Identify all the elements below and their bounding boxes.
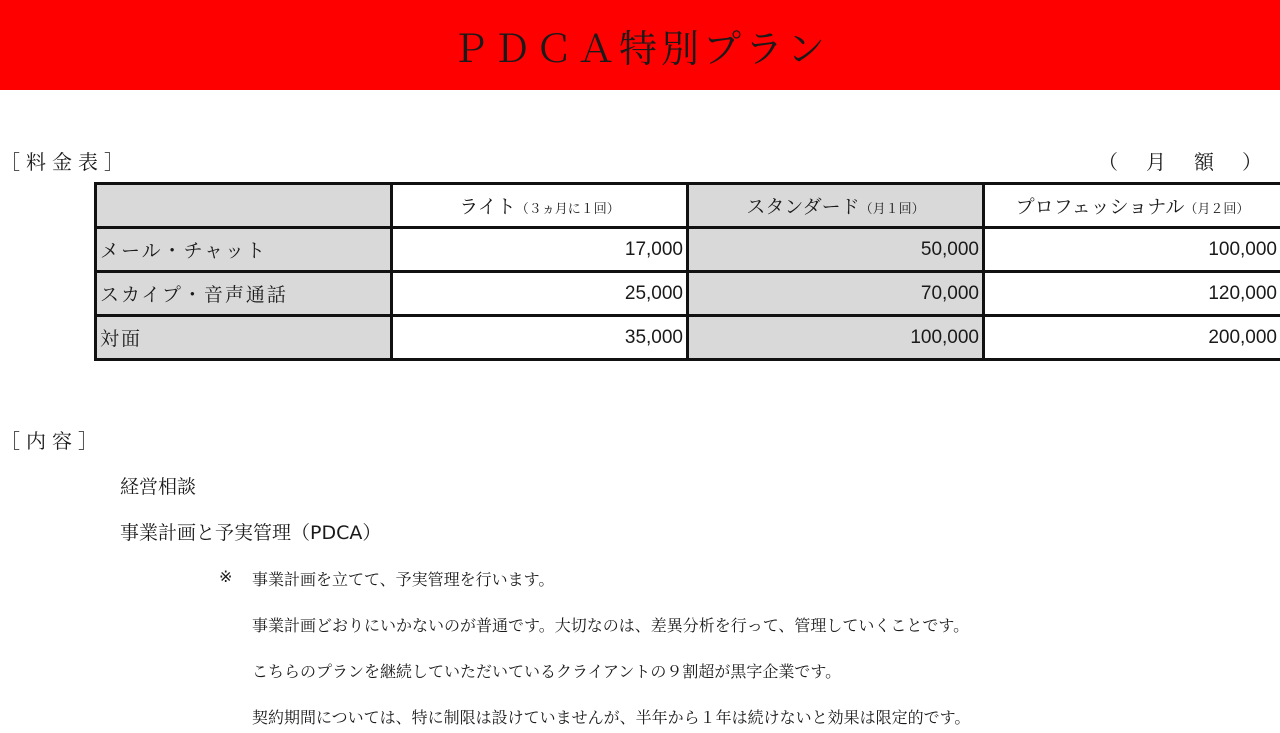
- price-cell: 100,000: [688, 316, 984, 360]
- header-cell-professional: [984, 184, 1280, 228]
- price-cell: 70,000: [688, 272, 984, 316]
- table-row: [96, 228, 1280, 272]
- note-line: 契約期間については、特に制限は設けていませんが、半年から１年は続けないと効果は限定的です。: [252, 708, 971, 727]
- table-row: [96, 316, 1280, 360]
- price-cell: 25,000: [392, 272, 688, 316]
- table-row: [96, 272, 1280, 316]
- price-cell: 120,000: [984, 272, 1280, 316]
- fee-table: [94, 182, 1280, 361]
- plan-frequency-professional: （月２回）: [1184, 202, 1250, 217]
- plan-name-light: ライト: [459, 196, 516, 218]
- fee-table-heading: ［料金表］: [0, 150, 130, 174]
- header-cell-light: [392, 184, 688, 228]
- note-line: 事業計画どおりにいかないのが普通です。大切なのは、差異分析を行って、管理していくことです。: [252, 616, 970, 635]
- header-cell-standard: [688, 184, 984, 228]
- price-cell: 100,000: [984, 228, 1280, 272]
- price-cell: 17,000: [392, 228, 688, 272]
- note-line: こちらのプランを継続していただいているクライアントの９割超が黒字企業です。: [252, 662, 842, 681]
- plan-name-standard: スタンダード: [746, 196, 860, 218]
- row-label-face-to-face: 対面: [96, 316, 392, 360]
- content-item-consulting: 経営相談: [120, 476, 197, 498]
- monthly-unit-label: （ 月 額 ）: [1098, 150, 1266, 174]
- fee-table-header-row: [96, 184, 1280, 228]
- row-label-skype-voice: スカイプ・音声通話: [96, 272, 392, 316]
- content-heading: ［内容］: [0, 429, 104, 453]
- plan-name-professional: プロフェッショナル: [1015, 196, 1185, 218]
- note-line: 事業計画を立てて、予実管理を行います。: [252, 570, 555, 589]
- note-mark: ※: [219, 567, 233, 586]
- price-cell: 200,000: [984, 316, 1280, 360]
- page-title: ＰＤＣＡ特別プラン: [450, 26, 829, 71]
- plan-frequency-standard: （月１回）: [859, 202, 925, 217]
- title-banner: [0, 0, 1280, 90]
- price-cell: 50,000: [688, 228, 984, 272]
- price-cell: 35,000: [392, 316, 688, 360]
- header-cell-empty: [96, 184, 392, 228]
- row-label-mail-chat: メール・チャット: [96, 228, 392, 272]
- plan-frequency-light: （３ヵ月に１回）: [515, 202, 620, 217]
- content-item-pdca: 事業計画と予実管理（PDCA）: [120, 522, 382, 544]
